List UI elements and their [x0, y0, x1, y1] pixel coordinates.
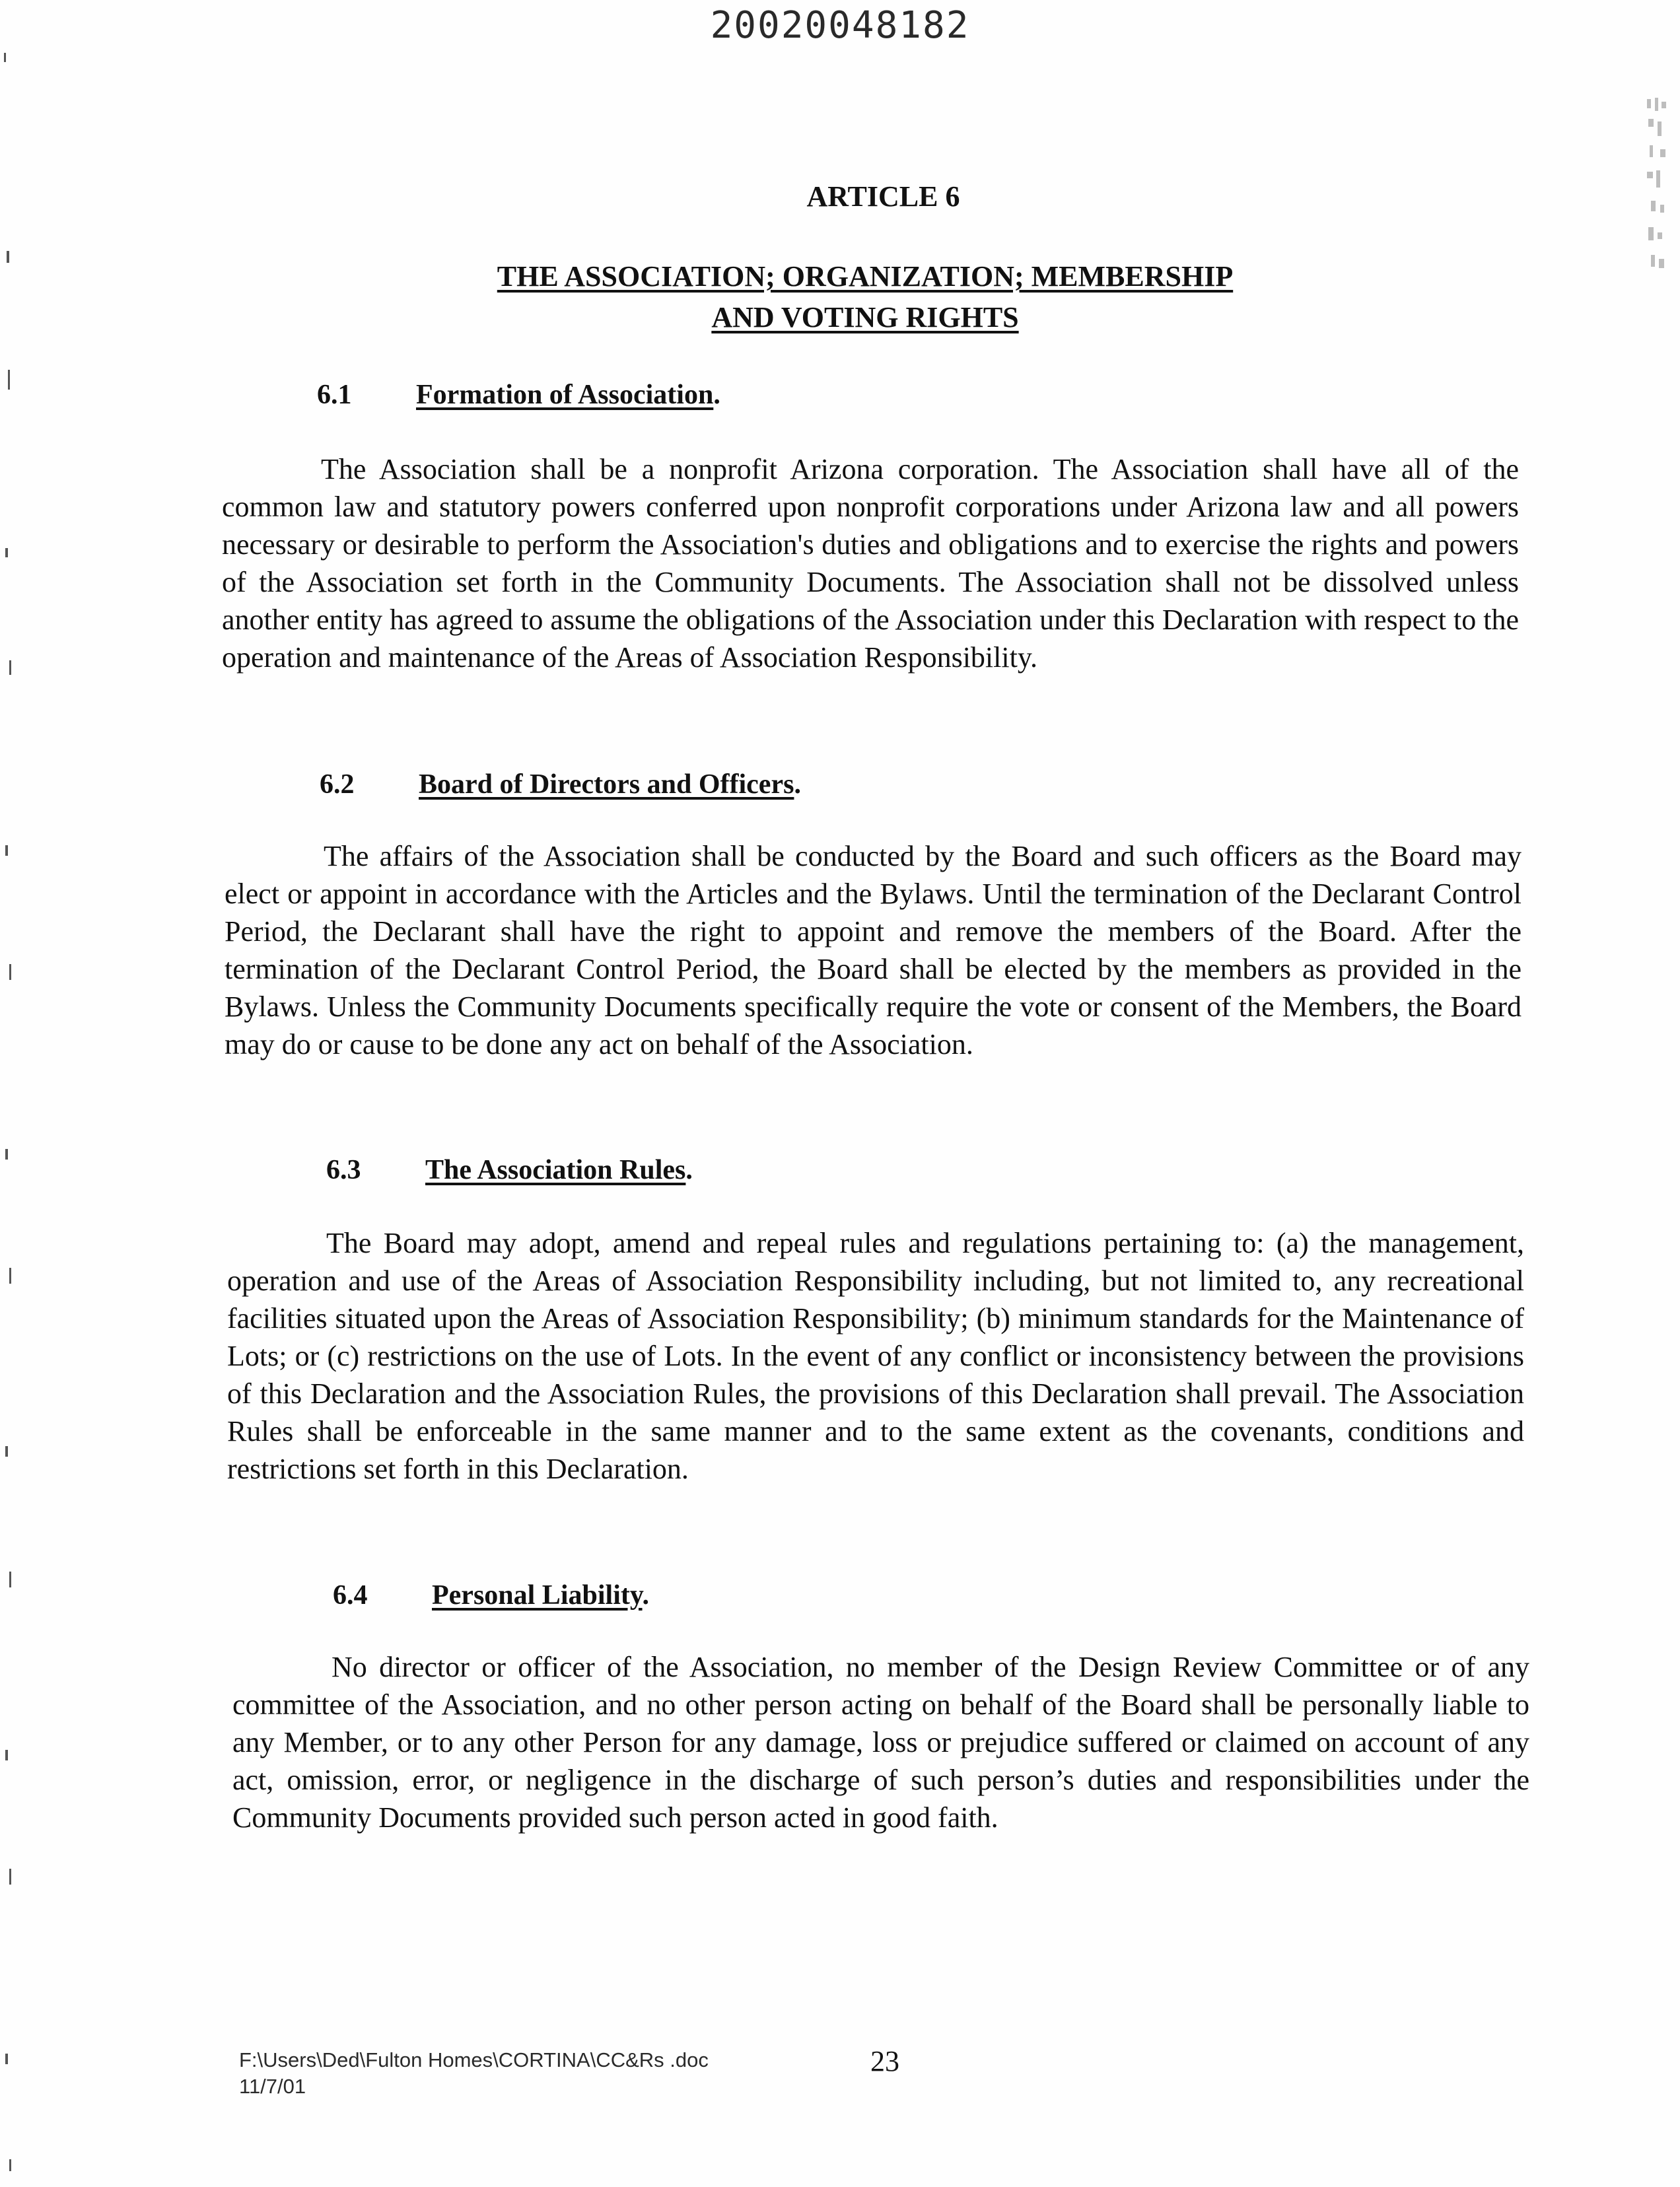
article-subtitle-line-2: AND VOTING RIGHTS: [711, 301, 1019, 333]
section-body-6-3: The Board may adopt, amend and repeal rules and regulations pertaining to: (a) the management, operation and use of the Areas of Association Responsibility including, but not limited to, any recreational facilities situated upon the Areas of Association Responsibility; (b) minimum standards for the Maintenance of Lots; or (c) restrictions on the use of Lots. In the event of any conflict or inconsistency between the provisions of this Declaration and the Association Rules, the provisions of this Declaration shall prevail. The Association Rules shall be enforceable in the same manner and to the same extent as the covenants, conditions and restrictions set forth in this Declaration.: [227, 1227, 1524, 1485]
footer-file-info: [239, 2047, 709, 2100]
section-number: 6.2: [320, 769, 355, 800]
section-body-6-4: No director or officer of the Association, no member of the Design Review Committee or of any committee of the Association, and no other person acting on behalf of the Board shall be personally liable to any Member, or to any other Person for any damage, loss or prejudice suffered or claimed on account of any act, omission, error, or negligence in the discharge of such person’s duties and responsibilities under the Community Documents provided such person acted in good faith.: [232, 1651, 1529, 1834]
heading-period: .: [642, 1580, 650, 1611]
section-body-6-1: The Association shall be a nonprofit Arizona corporation. The Association shall have all of the common law and statutory powers conferred upon nonprofit corporations under Arizona law and all powers necessary or desirable to perform the Association's duties and obligations and to exercise the rights and powers of the Association set forth in the Community Documents. The Association shall not be dissolved unless another entity has agreed to assume the obligations of the Association under this Declaration with respect to the operation and maintenance of the Areas of Association Responsibility.: [222, 453, 1519, 674]
section-heading-6-2: [320, 769, 801, 800]
section-heading-6-3: [326, 1154, 693, 1186]
article-subtitle: [436, 256, 1294, 338]
footer-date: 11/7/01: [239, 2075, 306, 2098]
scan-margin-marks: [0, 0, 40, 2187]
section-title: Personal Liability: [432, 1580, 643, 1611]
section-title: The Association Rules: [425, 1155, 686, 1185]
section-number: 6.1: [317, 380, 352, 410]
section-heading-6-4: [333, 1580, 649, 1611]
section-body-6-2: The affairs of the Association shall be conducted by the Board and such officers as the Board may elect or appoint in accordance with the Articles and the Bylaws. Until the termination of the Declarant Control Period, the Declarant shall have the right to appoint and remove the members of the Board. After the termination of the Declarant Control Period, the Board shall be elected by the members as provided in the Bylaws. Unless the Community Documents specifically require the vote or consent of the Members, the Board may do or cause to be done any act on behalf of the Association.: [225, 840, 1522, 1060]
section-number: 6.4: [333, 1580, 368, 1611]
heading-period: .: [713, 380, 720, 410]
article-subtitle-line-1: THE ASSOCIATION; ORGANIZATION; MEMBERSHIP: [497, 260, 1234, 293]
heading-period: .: [685, 1155, 693, 1185]
section-title: Formation of Association: [416, 380, 714, 410]
page-number: 23: [870, 2045, 899, 2077]
article-title: ARTICLE 6: [806, 180, 960, 213]
footer-file-path: F:\Users\Ded\Fulton Homes\CORTINA\CC&Rs .doc: [239, 2048, 709, 2071]
document-number: 20020048182: [710, 4, 970, 47]
heading-period: .: [794, 769, 801, 800]
section-number: 6.3: [326, 1155, 361, 1185]
section-heading-6-1: [317, 379, 720, 411]
section-title: Board of Directors and Officers: [419, 769, 794, 800]
